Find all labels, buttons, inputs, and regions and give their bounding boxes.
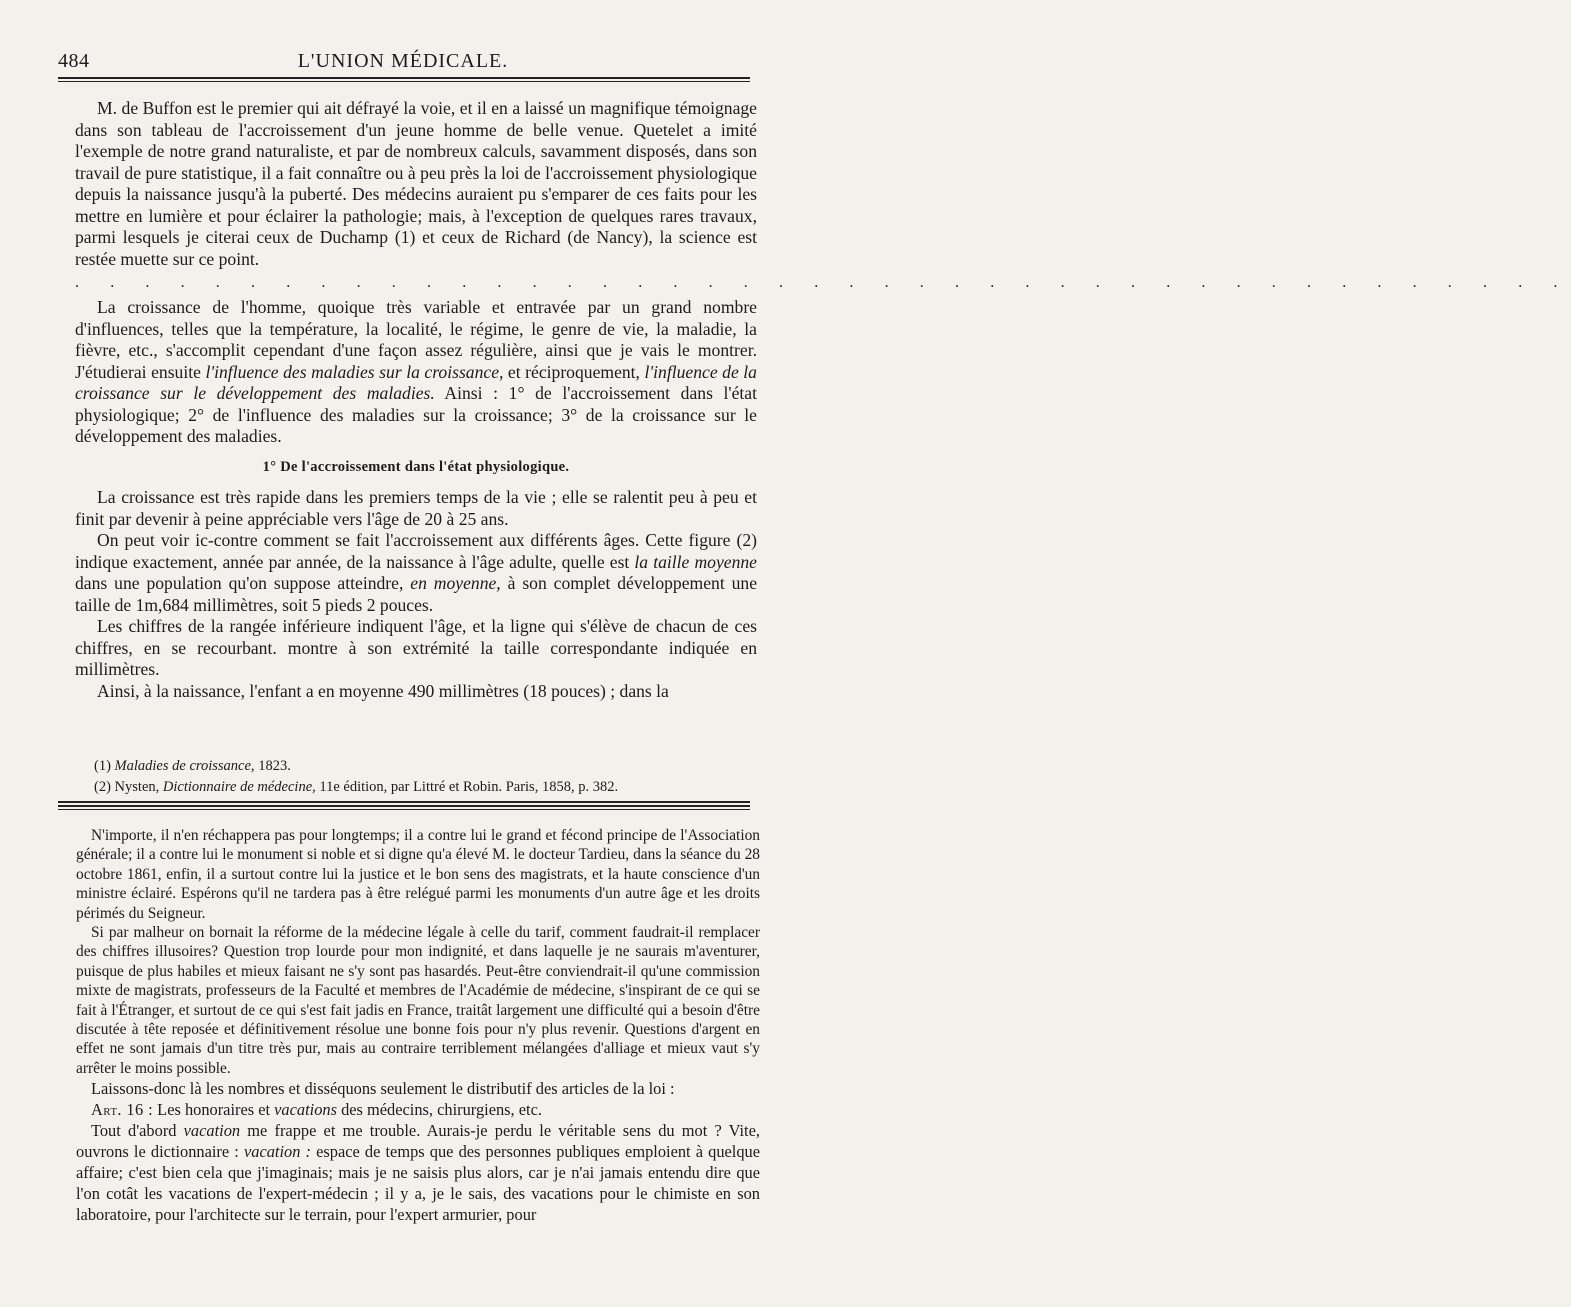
feuilleton-body [76,826,760,1225]
header-rule [58,77,750,79]
footnote-title: Maladies de croissance, [114,758,255,774]
text-run: Les honoraires et [153,1100,275,1120]
text-run: et réciproquement, [503,361,645,382]
ellipsis-dots: . . . . . . . . . . . . . . . . . . . . . . . . . . . . . . . . . . . . . . . . . . . [75,274,1571,291]
paragraph-figure [75,530,757,616]
footnote-number: (2) [94,779,111,795]
header-rule-thin [58,81,750,82]
footnote-number: (1) [94,758,111,774]
text-run: On peut voir ic-contre comment se fait l'accroissement aux différents âges. Cette figure (2) indique exactement, année par année, de la naissance à l'âge adulte, quelle est [75,530,757,572]
feuilleton-rule-thin [58,809,750,810]
paragraph-croissance [75,297,757,448]
feuilleton-rule [58,805,750,807]
footnote-author: Nysten, [114,779,163,795]
italic-run: vacations [274,1100,337,1120]
feuilleton-paragraph-2: Si par malheur on bornait la réforme de la médecine légale à celle du tarif, comment faudrait-il remplacer des chiffres illusoires? Question trop lourde pour mon indignité, et dans laquelle je ne saurais m'aventurer, puisque de plus habiles et mieux faisant ne s'y sont pas hasardés. Peut-être conviendrait-il qu'une commission mixte de magistrats, professeurs de la Faculté et membres de l'Académie de médecine, s'inspirant de ce qui se fait à l'Étranger, et surtout de ce qui s'est fait jadis en France, traitât largement une difficulté qui a besoin d'être discutée à tête reposée et définitivement résolue une bonne fois pour n'y plus revenir. Questions d'argent en effet ne sont jamais d'un titre très pur, mais au contraire terriblement mélangées d'alliage et mieux vaut s'y arrêter le moins possible. [76,924,760,1077]
article-label: Art. 16 : [91,1100,154,1120]
paragraph-buffon: M. de Buffon est le premier qui ait défrayé la voie, et il en a laissé un magnifique témoignage dans son tableau de l'accroissement d'un jeune homme de belle venue. Quetelet a imité l'exemple de notre grand naturaliste, et par de nombreux calculs, savamment disposés, dans son travail de pure statistique, il a fait connaître ou à peu près la loi de l'accroissement physiologique depuis la naissance jusqu'à la puberté. Des médecins auraient pu s'emparer de ces faits pour les mettre en lumière et pour éclairer la pathologie; mais, à l'exception de quelques rares travaux, parmi lesquels je citerai ceux de Duchamp (1) et ceux de Richard (de Nancy), la science est restée muette sur ce point. [75,98,757,269]
feuilleton-paragraph-5 [76,1120,760,1225]
page-number: 484 [58,50,90,72]
text-run: me frappe et me trouble. Aurais-je perdu le véritable sens du mot ? Vite, ouvrons le dictionnaire : [76,1121,760,1162]
text-run: Ainsi : 1° de l'accroissement dans l'état physiologique; 2° de l'influence des maladies sur la croissance; 3° de la croissance sur le développement des maladies. [75,383,757,446]
text-run: dans une population qu'on suppose atteindre, [75,573,411,593]
footnote-text: 11e édition, par Littré et Robin. Paris, 1858, p. 382. [315,779,619,795]
text-run: des médecins, chirurgiens, etc. [336,1100,542,1120]
running-header [58,50,748,74]
text-run: à son complet développement une taille de 1m,684 millimètres, soit 5 pieds 2 pouces. [75,573,758,615]
text-run: Tout d'abord [91,1121,184,1141]
italic-run: vacation : [243,1142,311,1162]
paragraph-naissance: Ainsi, à la naissance, l'enfant a en moyenne 490 millimètres (18 pouces) ; dans la [97,680,669,701]
feuilleton-article-16 [76,1099,760,1120]
feuilleton-rule [58,801,750,803]
italic-run: en moyenne, [410,573,501,593]
footnote-text: 1823. [254,758,291,774]
feuilleton-paragraph-3: Laissons-donc là les nombres et disséquons seulement le distributif des articles de la loi : [91,1079,675,1099]
italic-run: vacation [183,1121,241,1141]
italic-run: l'influence de la croissance sur le développement des maladies. [75,361,757,403]
text-run: La croissance de l'homme, quoique très variable et entravée par un grand nombre d'influences, telles que la température, la localité, le régime, le genre de vie, la maladie, la fièvre, etc., s'accomplit cependant d'une façon assez régulière, ainsi que je vais le montrer. J'étudierai ensuite [75,297,757,382]
section-heading: 1° De l'accroissement dans l'état physiologique. [262,458,570,475]
italic-run: la taille moyenne [634,551,757,572]
journal-title: L'UNION MÉDICALE. [297,50,509,72]
footnote-2 [94,778,757,797]
footnotes [75,757,757,799]
footnote-title: Dictionnaire de médecine, [162,779,316,795]
paragraph-rapide: La croissance est très rapide dans les premiers temps de la vie ; elle se ralentit peu à peu et finit par devenir à peine appréciable vers l'âge de 20 à 25 ans. [75,487,757,529]
paragraph-chiffres: Les chiffres de la rangée inférieure indiquent l'âge, et la ligne qui s'élève de chacun de ces chiffres, en se recourbant. montre à son extrémité la taille correspondante indiquée en millimètres. [75,616,757,679]
text-run: espace de temps que des personnes publiques emploient à quelque affaire; c'est bien cela que j'imaginais; mais je ne saisis plus alors, car je n'ai jamais entendu dire que l'on cotât les vacations de l'expert-médecin ; il y a, je le sais, des vacations pour le chimiste en son laboratoire, pour l'architecte sur le terrain, pour l'expert armurier, pour [76,1142,761,1225]
italic-run: l'influence des maladies sur la croissance, [205,361,504,382]
article-body [75,98,1571,702]
footnote-1 [94,757,757,776]
feuilleton-paragraph-1: N'importe, il n'en réchappera pas pour longtemps; il a contre lui le grand et fécond principe de l'Association générale; il a contre lui le monument si noble et si digne qu'a élevé M. le docteur Tardieu, dans la séance du 28 octobre 1861, enfin, il a surtout contre lui la justice et le bon sens des magistrats, et la haute conscience d'un ministre éclairé. Espérons qu'il ne tardera pas à être relégué parmi les monuments d'un autre âge et les droits périmés du Seigneur. [76,827,760,922]
